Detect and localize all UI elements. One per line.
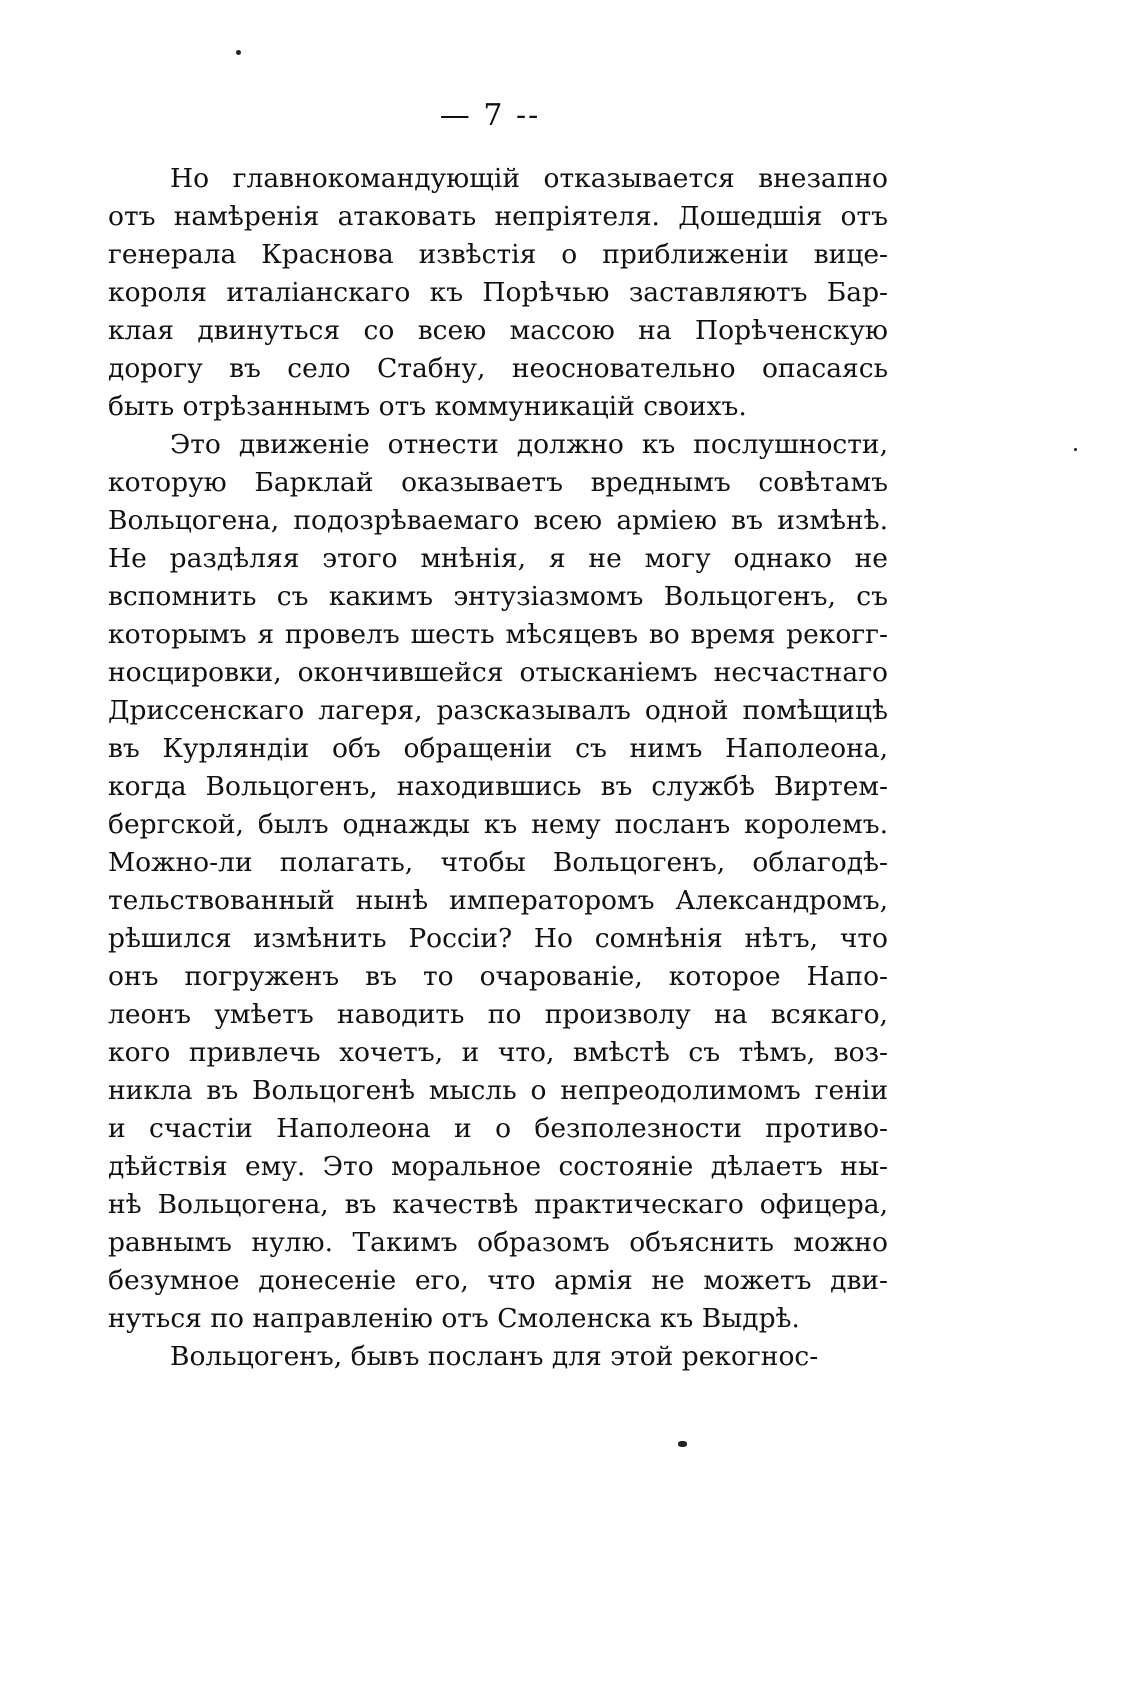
paragraph	[108, 1338, 888, 1376]
text-line: рѣшился измѣнить Россіи? Но сомнѣнія нѣтъ, что	[108, 923, 888, 954]
text-line: дѣйствія ему. Это моральное состояніе дѣлаетъ ны-	[108, 1151, 888, 1182]
text-line: Это движеніе отнести должно къ послушности,	[170, 429, 888, 460]
text-line: никла въ Вольцогенѣ мысль о непреодолимомъ геніи	[108, 1075, 888, 1106]
text-line: отъ намѣренія атаковать непріятеля. Дошедшія отъ	[108, 201, 888, 232]
text-line: Не раздѣляя этого мнѣнія, я не могу однако не	[108, 543, 888, 574]
text-line: нуться по направленію отъ Смоленска къ Выдрѣ.	[108, 1303, 800, 1334]
page-number: — 7 --	[439, 98, 541, 133]
text-line: Вольцогена, подозрѣваемаго всею арміею въ измѣнѣ.	[108, 505, 888, 536]
text-line: клая двинуться со всею массою на Порѣченскую	[108, 315, 888, 346]
text-line: онъ погруженъ въ то очарованіе, которое Напо-	[108, 961, 888, 992]
ink-speck	[678, 1441, 687, 1447]
text-line: носцировки, окончившейся отысканіемъ несчастнаго	[108, 657, 888, 688]
text-line: вспомнить съ какимъ энтузіазмомъ Вольцогенъ, съ	[108, 581, 888, 612]
text-line: короля италіанскаго къ Порѣчью заставляютъ Бар-	[108, 277, 888, 308]
text-line: и счастіи Наполеона и о безполезности противо-	[108, 1113, 888, 1144]
text-line: генерала Краснова извѣстія о приближеніи вице-	[108, 239, 888, 270]
ink-speck	[1074, 448, 1077, 451]
text-line: безумное донесеніе его, что армія не можетъ дви-	[108, 1265, 888, 1296]
body-text	[108, 160, 888, 1376]
ink-speck	[236, 50, 241, 55]
text-line: равнымъ нулю. Такимъ образомъ объяснить можно	[108, 1227, 888, 1258]
text-line: тельствованный нынѣ императоромъ Александромъ,	[108, 885, 888, 916]
text-line: бергской, былъ однажды къ нему посланъ королемъ.	[108, 809, 888, 840]
text-line: нѣ Вольцогена, въ качествѣ практическаго офицера,	[108, 1189, 888, 1220]
paragraph	[108, 160, 888, 426]
text-line: быть отрѣзаннымъ отъ коммуникацій своихъ.	[108, 391, 747, 422]
text-line: Дриссенскаго лагеря, разсказывалъ одной помѣщицѣ	[108, 695, 888, 726]
text-line: въ Курляндіи объ обращеніи съ нимъ Наполеона,	[108, 733, 888, 764]
paragraph	[108, 426, 888, 1338]
text-line: которую Барклай оказываетъ вреднымъ совѣтамъ	[108, 467, 888, 498]
text-line: которымъ я провелъ шесть мѣсяцевъ во время рекогг-	[108, 619, 888, 650]
text-line: леонъ умѣетъ наводить по произволу на всякаго,	[108, 999, 888, 1030]
text-line: когда Вольцогенъ, находившись въ службѣ Виртем-	[108, 771, 888, 802]
text-line: кого привлечь хочетъ, и что, вмѣстѣ съ тѣмъ, воз-	[108, 1037, 888, 1068]
text-line: Можно-ли полагать, чтобы Вольцогенъ, облагодѣ-	[108, 847, 888, 878]
text-line: Вольцогенъ, бывъ посланъ для этой рекогнос-	[170, 1341, 819, 1372]
text-line: Но главнокомандующій отказывается внезапно	[170, 163, 888, 194]
text-line: дорогу въ село Стабну, неосновательно опасаясь	[108, 353, 888, 384]
